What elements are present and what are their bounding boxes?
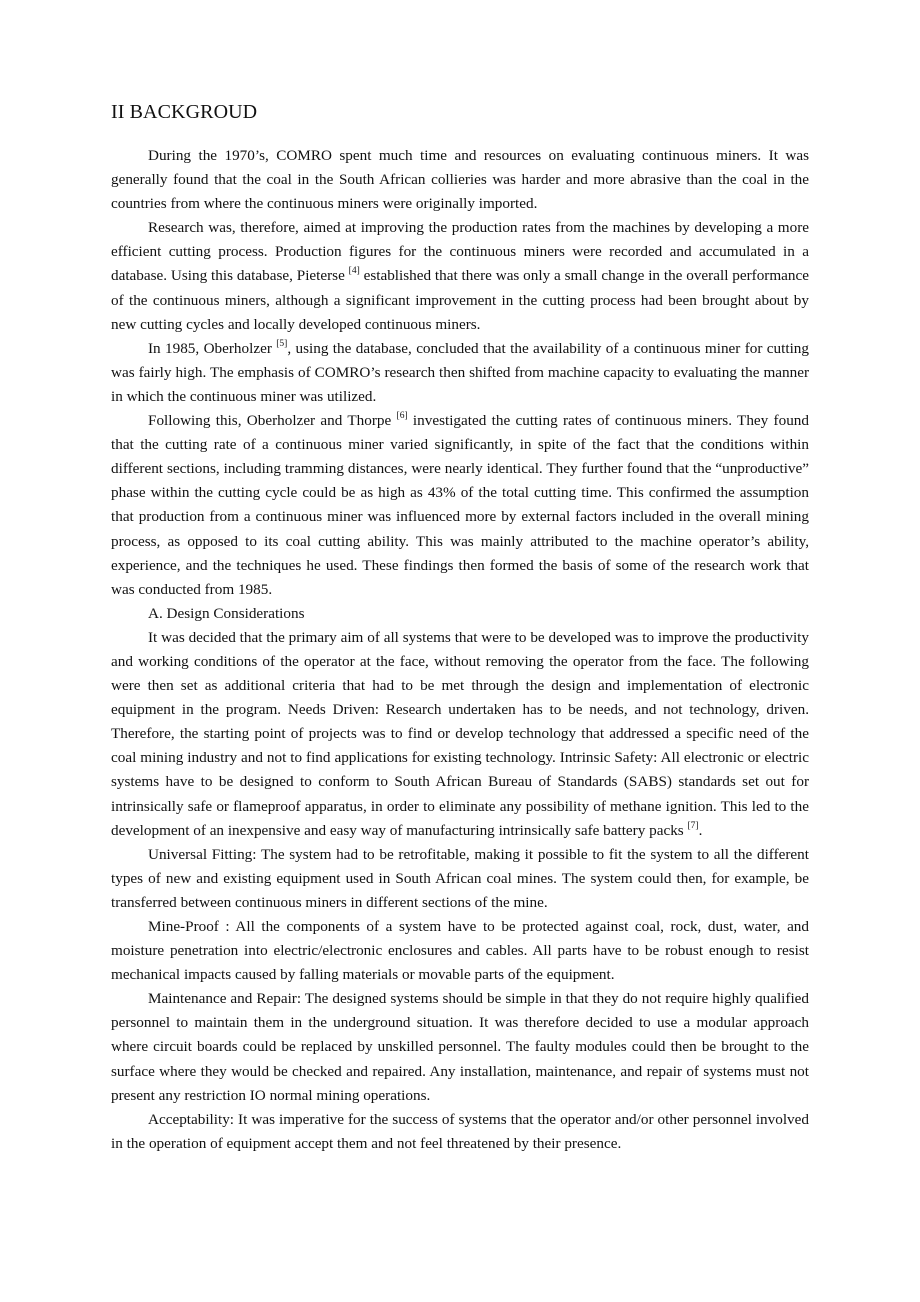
paragraph-text: During the 1970’s, COMRO spent much time and resources on evaluating continuous miners. It was generally found that the coal in the South African collieries was harder and more abrasive than the coal in the countries from where the continuous miners were originally imported. xyxy=(111,147,809,213)
citation-4: [4] xyxy=(348,266,360,277)
paragraph-acceptability xyxy=(111,1108,809,1156)
paragraph-text: . xyxy=(698,821,703,839)
document-page xyxy=(111,96,809,1156)
paragraph-text: investigated the cutting rates of continuous miners. They found that the cutting rate of a continuous miner varied significantly, in spite of the fact that the conditions within different sections, including tramming distances, were nearly identical. They further found that the “unproductive” phase within the cutting cycle could be as high as 43% of the total cutting time. This confirmed the assumption that production from a continuous miner was influenced more by external factors included in the overall mining process, as opposed to its coal cutting ability. This was mainly attributed to the machine operator’s ability, experience, and the techniques he used. These findings then formed the basis of some of the research work that was conducted from 1985. xyxy=(111,412,809,598)
section-heading: II BACKGROUD xyxy=(111,101,258,123)
paragraph-oberholzer-thorpe xyxy=(111,409,809,602)
paragraph-oberholzer-1985 xyxy=(111,337,809,409)
paragraph-maintenance-repair xyxy=(111,987,809,1107)
paragraph-text: It was decided that the primary aim of all systems that were to be developed was to improve the productivity and working conditions of the operator at the face, without removing the operator from the face. The following were then set as additional criteria that had to be met through the design and implementation of electronic equipment in the program. Needs Driven: Research undertaken has to be needs, and not technology, driven. Therefore, the starting point of projects was to find or develop technology that addressed a specific need of the coal mining industry and not to find applications for existing technology. Intrinsic Safety: All electronic or electric systems have to be designed to conform to South African Bureau of Standards (SABS) standards set out for intrinsically safe or flameproof apparatus, in order to eliminate any possibility of methane ignition. This led to the development of an inexpensive and easy way of manufacturing intrinsically safe battery packs xyxy=(111,628,809,839)
paragraph-text: Maintenance and Repair: The designed systems should be simple in that they do not require highly qualified personnel to maintain them in the underground situation. It was therefore decided to use a modular approach where circuit boards could be replaced by unskilled personnel. The faulty modules could then be brought to the surface where they would be checked and repaired. Any installation, maintenance, and repair of systems must not present any restriction IO normal mining operations. xyxy=(111,990,809,1104)
citation-5: [5] xyxy=(276,338,288,349)
paragraph-text: Mine-Proof : All the components of a system have to be protected against coal, rock, dust, water, and moisture penetration into electric/electronic enclosures and cables. All parts have to be robust enough to resist mechanical impacts caused by falling materials or movable parts of the equipment. xyxy=(111,918,809,984)
paragraph-text: established that there was only a small change in the overall performance of the continuous miners, although a significant improvement in the cutting process had been brought about by new cutting cycles and locally developed continuous miners. xyxy=(111,267,809,333)
paragraph-research-cutting xyxy=(111,216,809,336)
paragraph-text: Universal Fitting: The system had to be retrofitable, making it possible to fit the system to all the different types of new and existing equipment used in South African coal mines. The system could then, for example, be transferred between continuous miners in different sections of the mine. xyxy=(111,845,809,911)
citation-7: [7] xyxy=(687,820,699,831)
paragraph-text: Following this, Oberholzer and Thorpe xyxy=(148,412,397,430)
paragraph-design-criteria xyxy=(111,626,809,843)
paragraph-text: In 1985, Oberholzer xyxy=(148,339,277,357)
paragraph-mine-proof xyxy=(111,915,809,987)
paragraph-universal-fitting xyxy=(111,843,809,915)
paragraph-comro-1970s xyxy=(111,144,809,216)
paragraph-text: Acceptability: It was imperative for the success of systems that the operator and/or other personnel involved in the operation of equipment accept them and not feel threatened by their presence. xyxy=(111,1110,809,1152)
citation-6: [6] xyxy=(396,410,408,421)
paragraph-text: , using the database, concluded that the availability of a continuous miner for cutting was fairly high. The emphasis of COMRO’s research then shifted from machine capacity to evaluating the manner in which the continuous miner was utilized. xyxy=(111,339,809,405)
paragraph-text: Research was, therefore, aimed at improving the production rates from the machines by developing a more efficient cutting process. Production figures for the continuous miners were recorded and accumulated in a database. Using this database, Pieterse xyxy=(111,219,809,285)
subheading-design-considerations: A. Design Considerations xyxy=(148,604,305,622)
